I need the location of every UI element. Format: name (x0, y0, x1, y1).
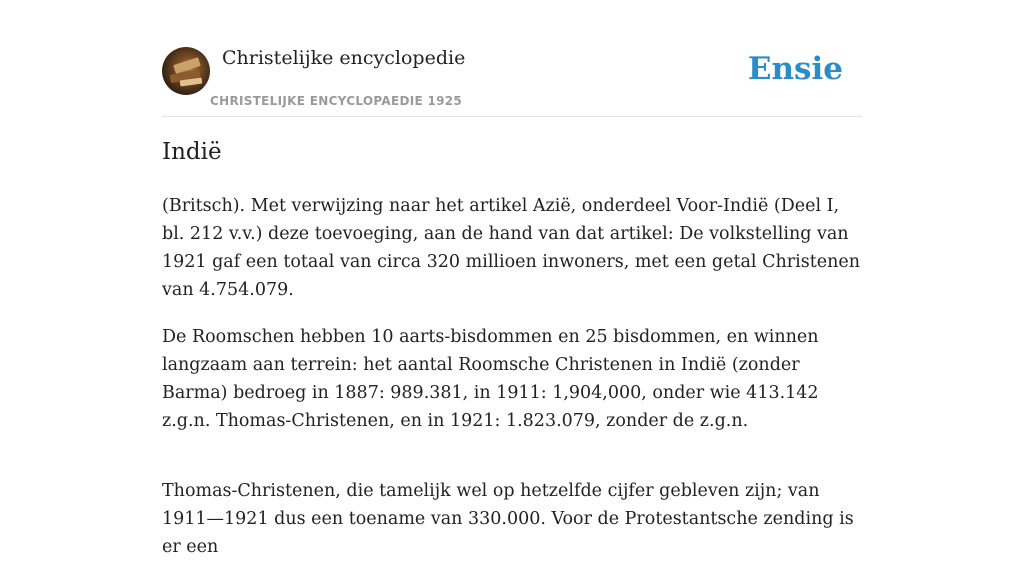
article-paragraph: (Britsch). Met verwijzing naar het artikel Azië, onderdeel Voor-Indië (Deel I, bl. 212 v.v.) deze toevoeging, aan de hand van dat artikel: De volkstelling van 1921 gaf een totaal van circa 320 millioen inwoners, met een getal Christenen van 4.754.079. (162, 196, 860, 300)
paragraph-gap (162, 454, 862, 477)
site-subtitle: CHRISTELIJKE ENCYCLOPAEDIE 1925 (210, 94, 463, 108)
site-header (162, 47, 862, 117)
article-paragraph: De Roomschen hebben 10 aarts-bisdommen en 25 bisdommen, en winnen langzaam aan terrein: het aantal Roomsche Christenen in Indië (zonder Barma) bedroeg in 1887: 989.381, in 1911: 1,904,000, onder wie 413.142 z.g.n. Thomas-Christenen, en in 1921: 1.823.079, zonder de z.g.n. (162, 327, 819, 431)
article-paragraph: Thomas-Christenen, die tamelijk wel op hetzelfde cijfer gebleven zijn; van 1911—1921 dus een toename van 330.000. Voor de Protestantsche zending is er een (162, 481, 854, 557)
site-title-link[interactable]: Christelijke encyclopedie (222, 47, 466, 69)
site-avatar[interactable] (162, 47, 210, 95)
article-headword: Indië (162, 139, 222, 165)
brand-logo-link[interactable]: Ensie (747, 51, 843, 87)
article-body (162, 192, 862, 580)
